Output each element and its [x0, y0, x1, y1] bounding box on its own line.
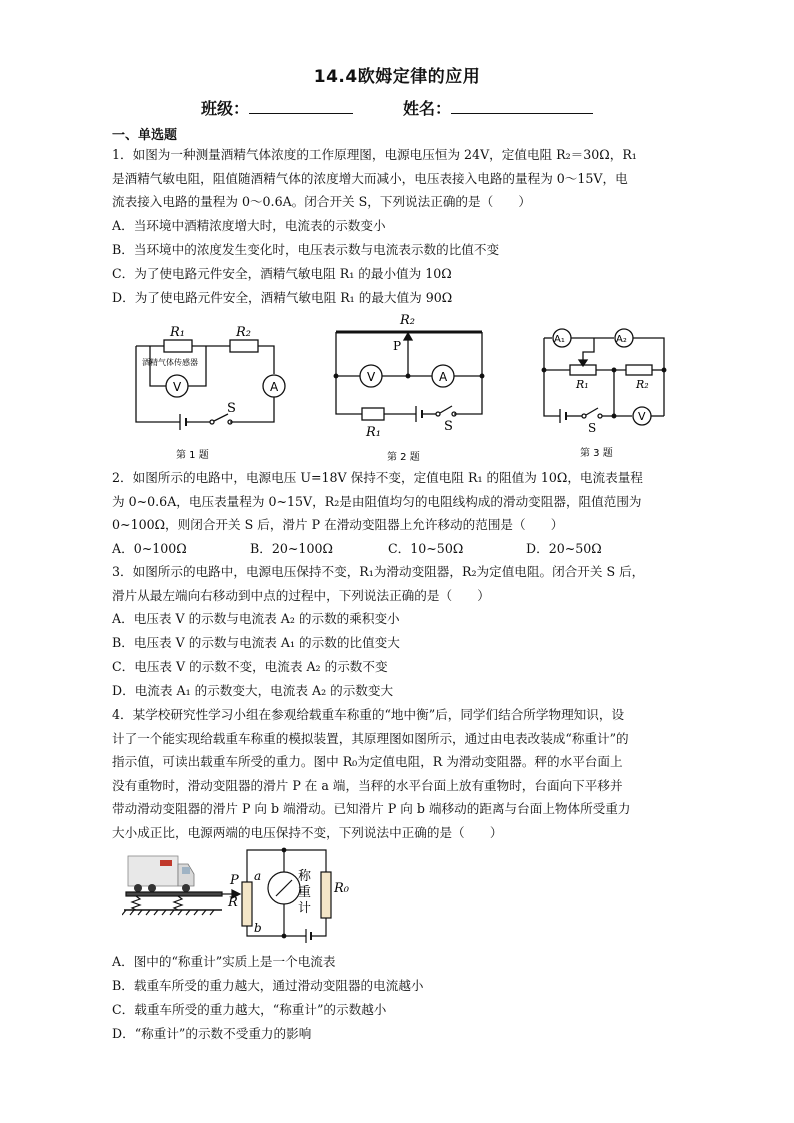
- fig4-r-label: R: [228, 895, 238, 910]
- truck-image: [128, 856, 194, 892]
- q3-option-d: D．电流表 A₁ 的示数变大，电流表 A₂ 的示数变大: [112, 683, 394, 698]
- section-title: 一、单选题: [112, 128, 178, 143]
- fig3-caption: 第 3 题: [580, 448, 613, 459]
- fig4-end-b-label: b: [254, 921, 262, 935]
- q2-stem: [112, 466, 687, 537]
- figure-3-circuit: [532, 322, 682, 464]
- q1-option-a: A．当环境中酒精浓度增大时，电流表的示数变小: [112, 218, 386, 233]
- student-info-row: [0, 96, 794, 119]
- fig2-switch-label: S: [444, 419, 453, 434]
- q3-line1: 3．如图所示的电路中，电源电压保持不变，R₁为滑动变阻器，R₂为定值电阻。闭合开关 S 后，: [112, 564, 645, 579]
- fig1-caption: 第 1 题: [176, 450, 209, 461]
- q4-line4: 没有重物时，滑动变阻器的滑片 P 在 a 端，当秤的水平台面上放有重物时，台面向下平移并: [112, 777, 623, 793]
- q4-option-c: C．载重车所受的重力越大，“称重计”的示数越小: [112, 1002, 387, 1017]
- q1-line3: 流表接入电路的量程为 0～0.6A。闭合开关 S，下列说法正确的是（ ）: [112, 194, 531, 209]
- fig1-r2-label: R₂: [236, 325, 251, 340]
- q4-stem: [112, 703, 687, 844]
- fig1-switch-label: S: [227, 401, 236, 416]
- figure-1-circuit: [122, 322, 302, 464]
- fig4-meter-char1: 称: [298, 869, 312, 884]
- fig2-caption: 第 2 题: [387, 452, 420, 463]
- q2-option-c: C．10~50Ω: [388, 541, 464, 556]
- q3-stem: [112, 560, 687, 607]
- q4-line2: 计了一个能实现给载重车称重的模拟装置，其原理图如图所示，通过由电表改装成“称重计”的: [112, 730, 629, 746]
- fig2-slider-label: P: [393, 339, 402, 353]
- fig2-voltmeter-label: V: [367, 370, 376, 384]
- q1-option-d: D．为了使电路元件安全，酒精气敏电阻 R₁ 的最大值为 90Ω: [112, 290, 453, 305]
- q4-line1: 4．某学校研究性学习小组在参观给载重车称重的“地中衡”后，同学们结合所学物理知识，设: [112, 707, 625, 722]
- fig4-end-a-label: a: [254, 869, 262, 883]
- fig1-sensor-label: 酒精气体传感器: [142, 358, 198, 367]
- q2-options: [112, 537, 692, 561]
- fig1-r1-label: R₁: [170, 325, 185, 340]
- q4-option-a: A．图中的“称重计”实质上是一个电流表: [112, 954, 336, 969]
- q4-line3: 指示值，可读出载重车所受的重力。图中 R₀为定值电阻，R 为滑动变阻器。秤的水平台面上: [112, 754, 623, 769]
- name-blank[interactable]: [451, 99, 593, 114]
- fig4-meter-char3: 计: [298, 901, 312, 916]
- figure-4-weighing-scale: [122, 842, 362, 950]
- q1-line1: 1．如图为一种测量酒精气体浓度的工作原理图，电源电压恒为 24V，定值电阻 R₂＝30Ω，R₁: [112, 147, 637, 162]
- q2-option-b: B．20~100Ω: [250, 541, 333, 556]
- name-label: 姓名：: [403, 99, 452, 118]
- q2-line3: 0~100Ω，则闭合开关 S 后，滑片 P 在滑动变阻器上允许移动的范围是（ ）: [112, 517, 564, 532]
- fig3-r2-label: R₂: [636, 378, 649, 391]
- figure-2-circuit: [330, 310, 496, 464]
- fig4-meter-char2: 重: [298, 885, 312, 900]
- q4-option-d: D．“称重计”的示数不受重力的影响: [112, 1026, 312, 1041]
- fig3-switch-label: S: [588, 421, 597, 435]
- q2-option-a: A．0~100Ω: [112, 541, 187, 556]
- fig3-voltmeter-label: V: [638, 410, 646, 423]
- q3-line2: 滑片从最左端向右移动到中点的过程中，下列说法正确的是（ ）: [112, 587, 490, 603]
- fig4-slider-label: P: [230, 873, 239, 888]
- class-label: 班级：: [200, 99, 249, 118]
- fig4-r0-label: R₀: [334, 881, 349, 896]
- fig2-ammeter-label: A: [439, 370, 448, 384]
- q2-line1: 2．如图所示的电路中，电源电压 U=18V 保持不变，定值电阻 R₁ 的阻值为 10Ω，电流表量程: [112, 470, 643, 485]
- q3-option-c: C．电压表 V 的示数不变，电流表 A₂ 的示数不变: [112, 659, 388, 674]
- fig3-a2-label: A₂: [616, 334, 627, 345]
- page-title: 14.4欧姆定律的应用: [313, 67, 481, 87]
- q4-option-b: B．载重车所受的重力越大，通过滑动变阻器的电流越小: [112, 978, 424, 993]
- q1-line2: 是酒精气敏电阻，阻值随酒精气体的浓度增大而减小，电压表接入电路的量程为 0～15V，电: [112, 170, 628, 186]
- q4-line5: 带动滑动变阻器的滑片 P 向 b 端滑动。已知滑片 P 向 b 端移动的距离与台面上物体所受重力: [112, 801, 631, 816]
- fig3-r1-label: R₁: [576, 378, 589, 391]
- q2-option-d: D．20~50Ω: [526, 541, 602, 556]
- fig3-a1-label: A₁: [554, 334, 565, 345]
- q3-option-b: B．电压表 V 的示数与电流表 A₁ 的示数的比值变大: [112, 635, 400, 650]
- fig2-r2-label: R₂: [400, 313, 415, 328]
- fig2-r1-label: R₁: [366, 425, 381, 440]
- class-blank[interactable]: [249, 99, 353, 114]
- fig1-ammeter-label: A: [270, 380, 279, 394]
- q4-line6: 大小成正比，电源两端的电压保持不变，下列说法中正确的是（ ）: [112, 824, 503, 840]
- q1-option-b: B．当环境中的浓度发生变化时，电压表示数与电流表示数的比值不变: [112, 242, 500, 257]
- q3-option-a: A．电压表 V 的示数与电流表 A₂ 的示数的乘积变小: [112, 611, 400, 626]
- q1-option-c: C．为了使电路元件安全，酒精气敏电阻 R₁ 的最小值为 10Ω: [112, 266, 452, 281]
- fig1-voltmeter-label: V: [173, 380, 182, 394]
- q2-line2: 为 0~0.6A，电压表量程为 0~15V，R₂是由阻值均匀的电阻线构成的滑动变阻器，阻值范围为: [112, 493, 642, 509]
- q1-stem: [112, 143, 687, 214]
